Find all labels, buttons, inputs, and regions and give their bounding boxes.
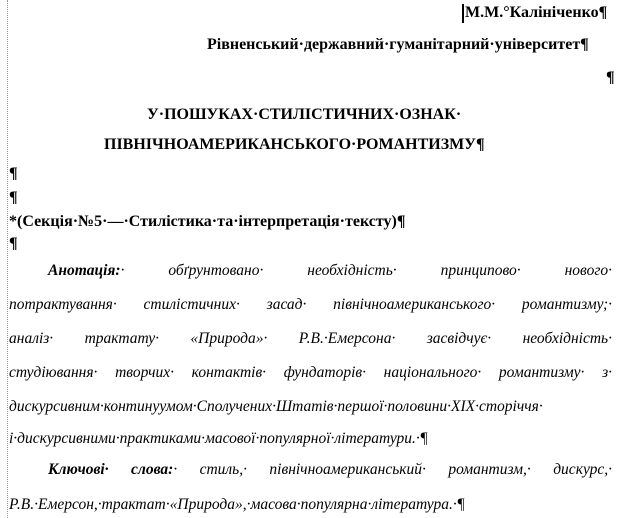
section-line[interactable]: *(Секція·№5·—·Стилістика·та·інтерпретація·тексту)¶ <box>9 213 406 230</box>
keywords-line-2[interactable]: Р.В.·Емерсон,·трактат·«Природа»,·масова·популярна·література.·¶ <box>9 496 465 513</box>
abstract-line-5[interactable]: дискурсивним·континуумом·Сполучених·Штатів·першої·половини·XIX·сторіччя· <box>9 398 543 415</box>
abstract-line-1[interactable] <box>9 262 612 280</box>
keywords-label: Ключові· слова: <box>48 461 174 478</box>
paragraph-mark[interactable]: ¶ <box>606 69 615 86</box>
text-cursor <box>462 4 464 23</box>
article-title-line-1[interactable]: У·ПОШУКАХ·СТИЛІСТИЧНИХ·ОЗНАК· <box>147 106 462 123</box>
university-line[interactable]: Рівненський·державний·гуманітарний·університет¶ <box>207 36 589 53</box>
abstract-line-4[interactable]: студіювання· творчих· контактів· фундаторів· національного· романтизму· з· <box>9 364 612 381</box>
abstract-line-6[interactable]: і·дискурсивними·практиками·масової·популярної·літератури.·¶ <box>9 430 428 447</box>
abstract-text: · обґрунтовано· необхідність· принципово· нового· <box>120 262 612 279</box>
abstract-line-2[interactable]: потрактування· стилістичних· засад· північноамериканського· романтизму;· <box>9 296 612 313</box>
article-title-line-2[interactable]: ПІВНІЧНОАМЕРИКАНСЬКОГО·РОМАНТИЗМУ¶ <box>104 136 485 153</box>
empty-paragraph-mark[interactable]: ¶ <box>9 189 18 206</box>
keywords-line-1[interactable] <box>9 461 612 479</box>
abstract-label: Анотація: <box>48 262 121 279</box>
author-line[interactable]: М.М.°Калініченко¶ <box>465 4 608 21</box>
empty-paragraph-mark[interactable]: ¶ <box>9 235 18 252</box>
keywords-text: · стиль,· північноамериканський· романтизм,· дискурс,· <box>173 461 612 478</box>
empty-paragraph-mark[interactable]: ¶ <box>9 165 18 182</box>
abstract-line-3[interactable]: аналіз· трактату· «Природа»· Р.В.·Емерсона· засвідчує· необхідність· <box>9 330 612 347</box>
